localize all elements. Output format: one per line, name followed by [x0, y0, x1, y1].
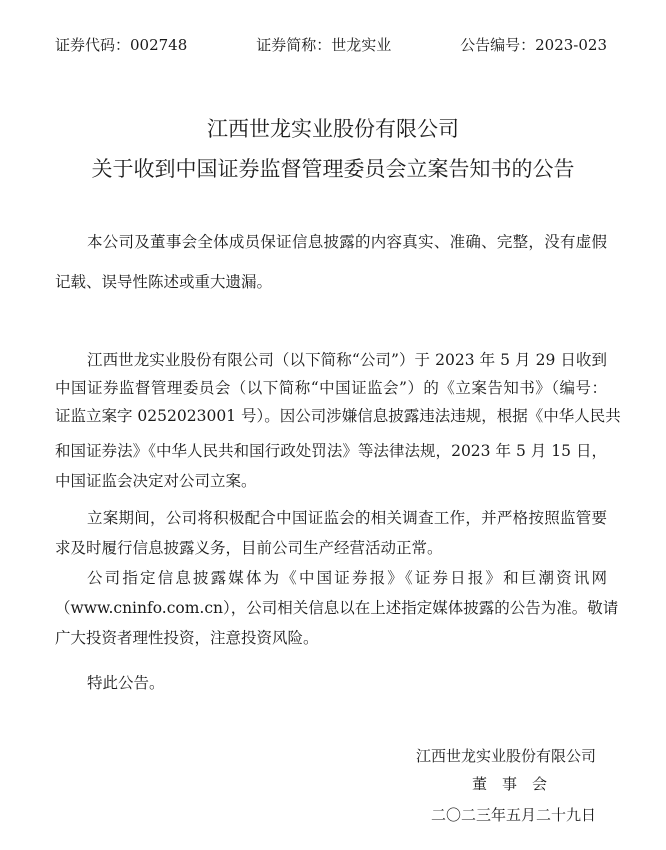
- paragraph-line: 立案期间，公司将积极配合中国证监会的相关调查工作，并严格按照监管要: [87, 509, 607, 527]
- paragraph-line: 公司指定信息披露媒体为《中国证券报》《证券日报》和巨潮资讯网: [87, 569, 607, 587]
- statement-line: 本公司及董事会全体成员保证信息披露的内容真实、准确、完整，没有虚假: [87, 233, 607, 251]
- paragraph-line: 中国证券监督管理委员会（以下简称“中国证监会”）的《立案告知书》（编号：: [55, 379, 607, 397]
- paragraph-line: 江西世龙实业股份有限公司（以下简称“公司”）于 2023 年 5 月 29 日收到: [87, 351, 607, 369]
- signature-company: 江西世龙实业股份有限公司: [416, 747, 597, 765]
- paragraph-line: 广大投资者理性投资，注意投资风险。: [55, 629, 319, 647]
- paragraph-line: 证监立案字 0252023001 号）。因公司涉嫌信息披露违法违规，根据《中华人民共: [55, 407, 621, 425]
- paragraph-line: 和国证券法》《中华人民共和国行政处罚法》等法律法规，2023 年 5 月 15 日，: [55, 442, 607, 460]
- statement-line: 记载、误导性陈述或重大遗漏。: [55, 273, 273, 291]
- announcement-number: 公告编号：2023-023: [460, 36, 607, 54]
- paragraph-line: 求及时履行信息披露义务，目前公司生产经营活动正常。: [55, 539, 443, 557]
- stock-name: 证券简称：世龙实业: [256, 36, 392, 54]
- signature-board: 董 事 会: [472, 775, 548, 793]
- closing-text: 特此公告。: [87, 674, 165, 692]
- document-header: [55, 35, 607, 55]
- paragraph-line: （www.cninfo.com.cn），公司相关信息以在上述指定媒体披露的公告为准。敬请: [55, 599, 619, 617]
- announcement-title: 关于收到中国证券监督管理委员会立案告知书的公告: [91, 157, 575, 181]
- company-title: 江西世龙实业股份有限公司: [207, 117, 459, 141]
- signature-date: 二〇二三年五月二十九日: [431, 806, 597, 824]
- paragraph-line: 中国证监会决定对公司立案。: [55, 472, 257, 490]
- stock-code: 证券代码：002748: [55, 36, 188, 54]
